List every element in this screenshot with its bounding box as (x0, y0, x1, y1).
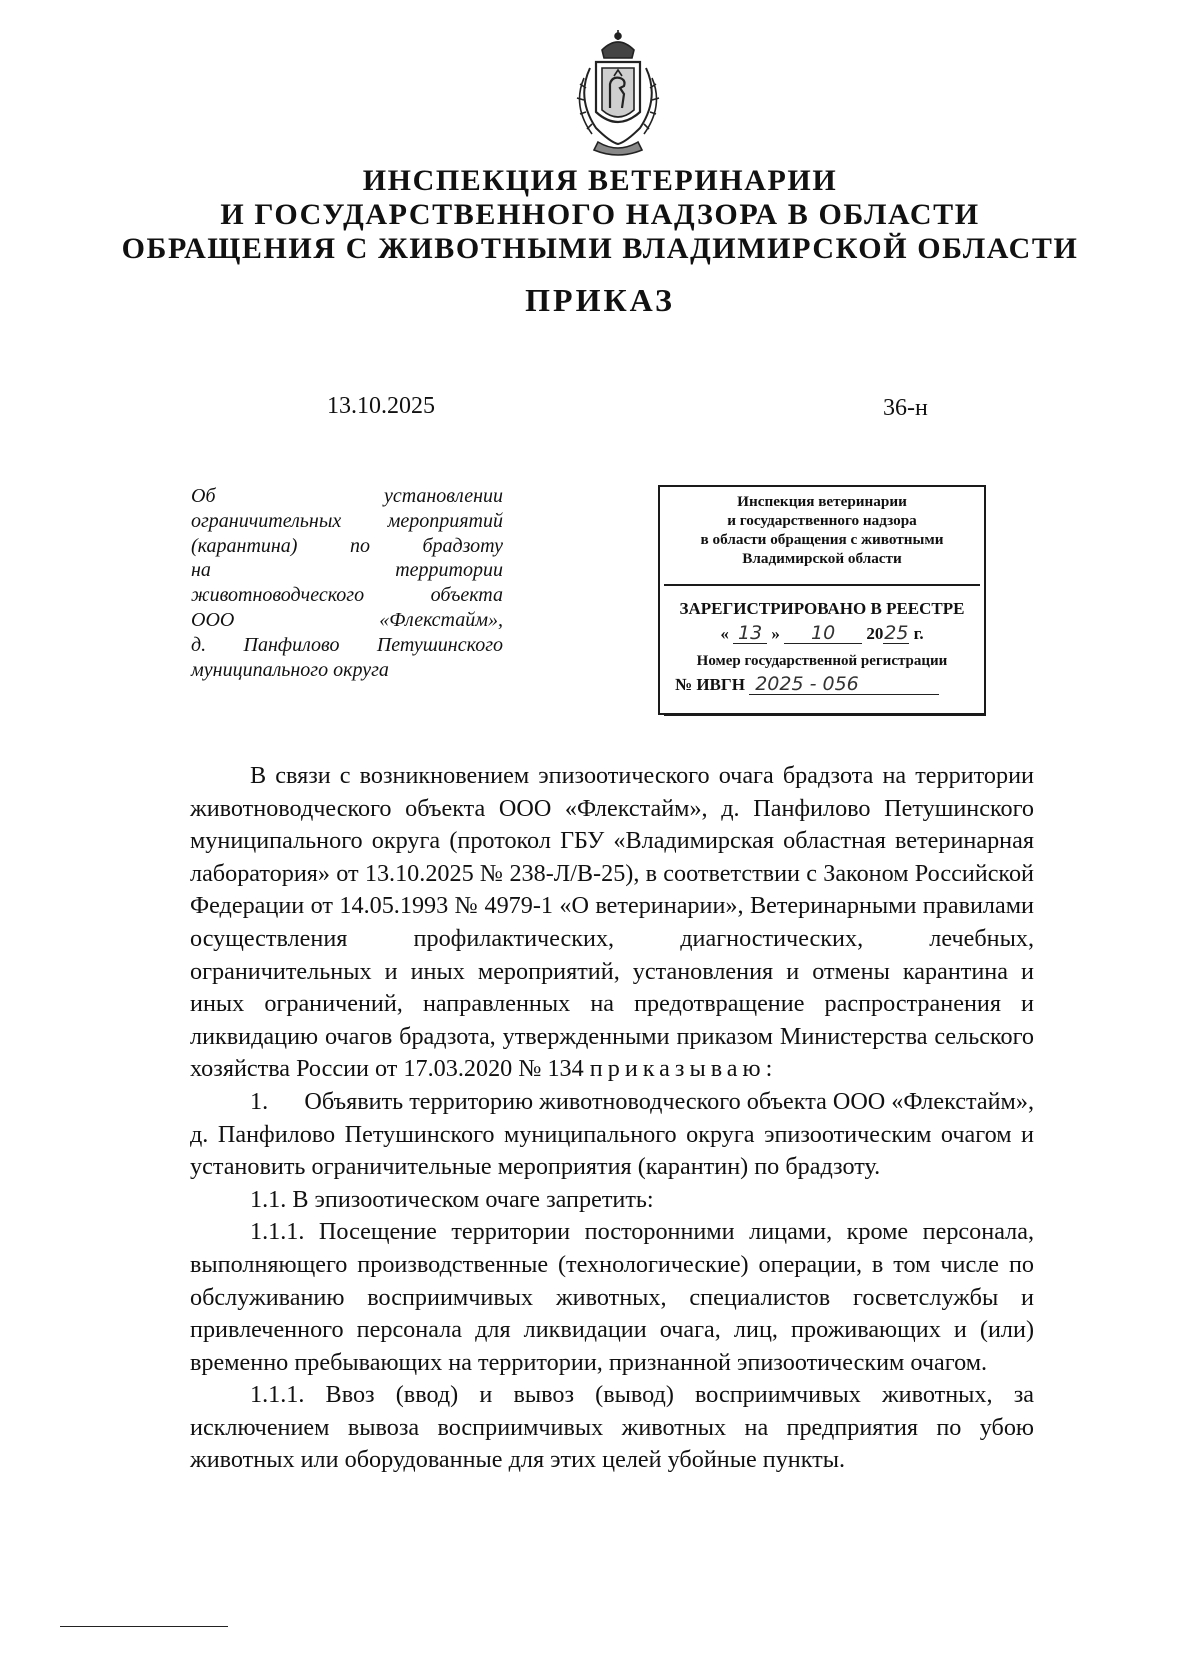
org-line-3: ОБРАЩЕНИЯ С ЖИВОТНЫМИ ВЛАДИМИРСКОЙ ОБЛАСТИ (121, 232, 1079, 265)
stamp-organization (660, 487, 984, 584)
stamp-year-handwritten: 25 (884, 622, 909, 644)
item-1-1-1-a: 1.1.1. Посещение территории посторонними лицами, кроме персонала, выполняющего производственные (технологические) операции, в том числе по обслуживанию восприимчивых животных, специалистов госветслужбы и привлеченного персонала для ликвидации очага, лиц, проживающих и (или) временно пребывающих на территории, признанной эпизоотическим очагом. (190, 1218, 1034, 1376)
stamp-shadow (664, 713, 986, 716)
stamp-divider (664, 584, 980, 586)
subject-line: ООО «Флекстайм», (191, 608, 503, 631)
subject-line: Об установлении (191, 485, 503, 507)
item-1: 1. Объявить территорию животноводческого объекта ООО «Флекстайм», д. Панфилово Петушинского муниципального округа эпизоотическим очагом и установить ограничительные мероприятия (карантин) по брадзоту. (190, 1087, 1034, 1181)
stamp-registered-label: ЗАРЕГИСТРИРОВАНО В РЕЕСТРЕ (679, 599, 965, 618)
footnote-separator (60, 1626, 228, 1627)
stamp-reg-number: № ИВГН 2025 - 056 (660, 675, 984, 695)
subject-line: ограничительных мероприятий (191, 509, 503, 532)
item-1-1-1-b: 1.1.1. Ввоз (ввод) и вывоз (вывод) восприимчивых животных, за исключением вывоза восприимчивых животных на предприятия по убою животных или оборудованные для этих целей убойные пункты. (190, 1381, 1034, 1474)
subject-line: (карантина) по брадзоту (191, 534, 503, 557)
order-number: 36-н (883, 395, 928, 421)
registration-stamp (658, 485, 986, 715)
subject-line: животноводческого объекта (191, 584, 503, 607)
subject-line: на территории (191, 559, 503, 582)
order-subject (191, 484, 503, 682)
stamp-reg-number-label: Номер государственной регистрации (696, 653, 948, 669)
stamp-org-line-1: Инспекция ветеринарии (737, 493, 907, 510)
order-keyword: приказываю: (589, 1055, 778, 1083)
stamp-org-line-3: в области обращения с животными (700, 531, 944, 548)
org-line-2: И ГОСУДАРСТВЕННОГО НАДЗОРА В ОБЛАСТИ (220, 198, 980, 231)
document-type: ПРИКАЗ (525, 282, 675, 318)
preamble-paragraph: В связи с возникновением эпизоотического очага брадзота на территории животноводческого объекта ООО «Флекстайм», д. Панфилово Петушинского муниципального округа (протокол ГБУ «Владимирская областная ветеринарная лаборатория» от 13.10.2025 № 238-Л/В-25), в соответствии с Законом Российской Федерации от 14.05.1993 № 4979-1 «О ветеринарии», Ветеринарными правилами осуществления профилактических, диагностических, лечебных, ограничительных и иных мероприятий, установления и отмены карантина и иных ограничений, направленных на предотвращение распространения и ликвидацию очагов брадзота, утвержденными приказом Министерства сельского хозяйства России от 17.03.2020 № 134 приказываю: (190, 762, 1034, 1083)
stamp-registration-date: « 13 » 10 2025 г. (720, 622, 924, 644)
stamp-month-handwritten: 10 (784, 624, 862, 644)
order-body (190, 760, 1034, 1477)
subject-line: д. Панфилово Петушинского (191, 633, 503, 656)
item-1-1: 1.1. В эпизоотическом очаге запретить: (250, 1185, 654, 1213)
stamp-org-line-4: Владимирской области (742, 550, 902, 567)
organization-name (0, 164, 1200, 266)
stamp-day-handwritten: 13 (733, 624, 767, 644)
stamp-ivgn-handwritten: 2025 - 056 (749, 675, 939, 695)
coat-of-arms-emblem (562, 28, 674, 160)
order-date: 13.10.2025 (327, 393, 435, 419)
subject-line: муниципального округа (191, 658, 389, 681)
stamp-org-line-2: и государственного надзора (727, 512, 917, 529)
org-line-1: ИНСПЕКЦИЯ ВЕТЕРИНАРИИ (362, 164, 838, 197)
